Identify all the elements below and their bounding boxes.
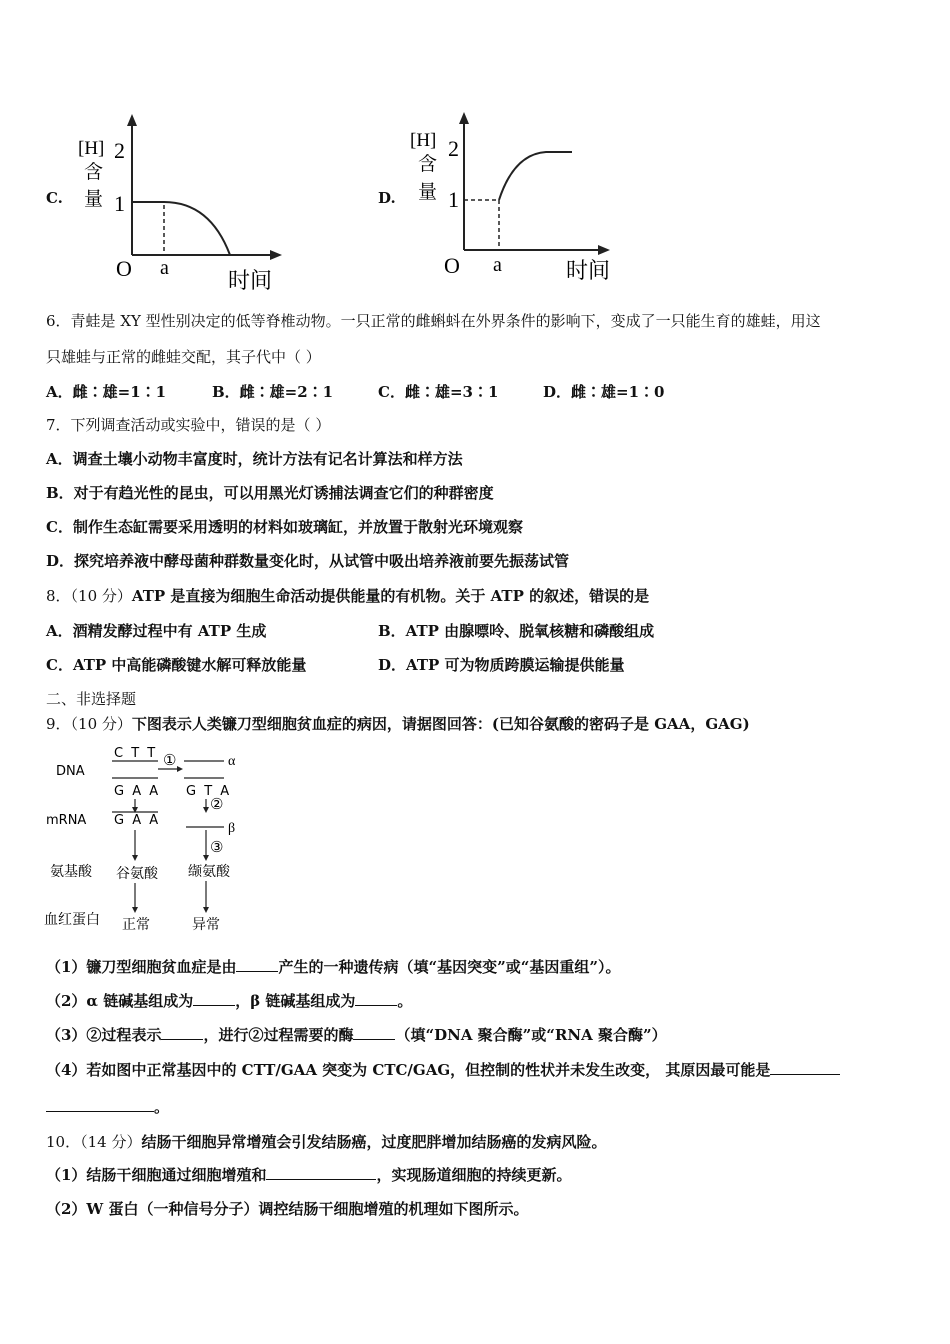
hb-mutant: 异常 bbox=[192, 918, 220, 933]
step3-mark: ③ bbox=[210, 840, 224, 856]
q8-option-c[interactable]: C．ATP 中高能磷酸键水解可释放能量 bbox=[46, 656, 307, 674]
q9-sub4-a: （4）若如图中正常基因中的 CTT/GAA 突变为 CTC/GAG，但控制的性状并未发生改变， 其原因最可能是 bbox=[46, 1061, 771, 1079]
q6-stem-line1 bbox=[46, 311, 821, 331]
graph-d-ylabel-2: 含 bbox=[418, 154, 438, 175]
row-label-hemoglobin: 血红蛋白 bbox=[44, 913, 100, 928]
dna-top-strand: C T T bbox=[114, 746, 158, 761]
graph-d-ytick-2: 2 bbox=[448, 136, 459, 161]
normal-hb-arrowhead bbox=[132, 907, 138, 913]
hb-normal: 正常 bbox=[122, 918, 150, 933]
q10-sub1 bbox=[46, 1165, 571, 1185]
q6-option-b[interactable]: B．雌∶雄=2∶1 bbox=[212, 383, 334, 401]
q9-sub4-cont bbox=[46, 1097, 169, 1117]
q8-number: 8． bbox=[46, 587, 71, 605]
graph-d bbox=[404, 110, 624, 295]
section-title: 二、非选择题 bbox=[46, 690, 137, 708]
graph-c-ylabel-2: 含 bbox=[84, 162, 104, 183]
dna-bottom-strand: G A A bbox=[114, 784, 161, 799]
q6-stem-1: 青蛙是 XY 型性别决定的低等脊椎动物。一只正常的雌蝌蚪在外界条件的影响下，变成了一只能生育的雄蛙，用这 bbox=[70, 312, 821, 330]
row-label-dna: DNA bbox=[56, 764, 85, 779]
graph-d-origin: O bbox=[444, 253, 460, 278]
q9-sub3-b: ，进行②过程需要的酶 bbox=[203, 1026, 354, 1044]
q9-sub3-a: （3）②过程表示 bbox=[46, 1026, 162, 1044]
q8-option-a[interactable]: A．酒精发酵过程中有 ATP 生成 bbox=[46, 622, 267, 640]
graph-d-xmark: a bbox=[493, 254, 502, 276]
q9-sub4-b: 。 bbox=[154, 1098, 170, 1116]
normal-translation-arrowhead bbox=[132, 855, 138, 861]
q7-stem-line bbox=[46, 415, 330, 435]
step2-arrowhead bbox=[203, 807, 209, 813]
q9-sub4-blank-1[interactable] bbox=[770, 1060, 840, 1075]
graph-c-curve bbox=[132, 202, 230, 255]
q7-stem: 下列调查活动或实验中，错误的是（ ） bbox=[70, 416, 331, 434]
q7-option-d[interactable]: D．探究培养液中酵母菌种群数量变化时，从试管中吸出培养液前要先振荡试管 bbox=[46, 552, 570, 570]
q9-stem: 下图表示人类镰刀型细胞贫血症的病因，请据图回答：(已知谷氨酸的密码子是 GAA，GAG) bbox=[131, 715, 750, 733]
step3-arrowhead bbox=[203, 855, 209, 861]
q6-option-a[interactable]: A．雌∶雄=1∶1 bbox=[46, 383, 167, 401]
q8-option-b[interactable]: B．ATP 由腺嘌呤、脱氧核糖和磷酸组成 bbox=[378, 622, 655, 640]
q10-stem: 结肠干细胞异常增殖会引发结肠癌，过度肥胖增加结肠癌的发病风险。 bbox=[141, 1133, 607, 1151]
q9-sub1-blank[interactable] bbox=[236, 957, 278, 972]
q10-sub1-blank[interactable] bbox=[266, 1165, 376, 1180]
option-c-label: C. bbox=[46, 189, 63, 207]
q6-number: 6． bbox=[46, 312, 71, 330]
q9-sub3-blank-enzyme[interactable] bbox=[353, 1025, 395, 1040]
q9-score: （10 分） bbox=[70, 715, 132, 733]
graph-d-ylabel-1: [H] bbox=[410, 130, 437, 151]
step2-mark: ② bbox=[210, 797, 224, 813]
q9-sub2 bbox=[46, 991, 412, 1011]
graph-d-curve bbox=[499, 152, 572, 200]
q6-option-c[interactable]: C．雌∶雄=3∶1 bbox=[378, 383, 499, 401]
q10-sub1-b: ，实现肠道细胞的持续更新。 bbox=[376, 1166, 572, 1184]
q7-number: 7． bbox=[46, 416, 71, 434]
q10-sub2: （2）W 蛋白（一种信号分子）调控结肠干细胞增殖的机理如下图所示。 bbox=[46, 1200, 529, 1218]
q10-stem-line bbox=[46, 1132, 606, 1152]
graph-c-ylabel-1: [H] bbox=[78, 138, 105, 159]
graph-c-ylabel-3: 量 bbox=[84, 189, 104, 210]
graph-c-xlabel: 时间 bbox=[228, 268, 273, 293]
q9-sub3-blank-process[interactable] bbox=[161, 1025, 203, 1040]
q9-sub3-c: （填“DNA 聚合酶”或“RNA 聚合酶”） bbox=[395, 1026, 667, 1044]
graph-c-origin: O bbox=[116, 256, 132, 281]
q8-stem-line bbox=[46, 586, 649, 606]
aa-normal: 谷氨酸 bbox=[116, 867, 158, 882]
step1-arrowhead bbox=[177, 766, 183, 772]
q7-option-a[interactable]: A．调查土壤小动物丰富度时，统计方法有记名计算法和样方法 bbox=[46, 450, 463, 468]
q8-option-d[interactable]: D．ATP 可为物质跨膜运输提供能量 bbox=[378, 656, 625, 674]
q9-sub4 bbox=[46, 1060, 840, 1080]
q9-sub4-blank-2[interactable] bbox=[46, 1097, 154, 1112]
graph-c-ytick-2: 2 bbox=[114, 138, 125, 163]
q9-sub2-blank-alpha[interactable] bbox=[193, 991, 235, 1006]
q9-sub2-blank-beta[interactable] bbox=[355, 991, 397, 1006]
q6-stem-2: 只雄蛙与正常的雌蛙交配，其子代中（ ） bbox=[46, 348, 321, 366]
q9-number: 9． bbox=[46, 715, 71, 733]
mutant-hb-arrowhead bbox=[203, 907, 209, 913]
q9-sub2-a: （2）α 链碱基组成为 bbox=[46, 992, 194, 1010]
q7-option-b[interactable]: B．对于有趋光性的昆虫，可以用黑光灯诱捕法调查它们的种群密度 bbox=[46, 484, 494, 502]
graph-c-xmark: a bbox=[160, 257, 169, 279]
q9-sub2-c: 。 bbox=[397, 992, 413, 1010]
mut-bottom-strand: G T A bbox=[186, 784, 232, 799]
q8-stem: ATP 是直接为细胞生命活动提供能量的有机物。关于 ATP 的叙述，错误的是 bbox=[131, 587, 650, 605]
q10-number: 10． bbox=[46, 1133, 81, 1151]
q10-score: （14 分） bbox=[80, 1133, 142, 1151]
q9-sub1-b: 产生的一种遗传病（填“基因突变”或“基因重组”）。 bbox=[278, 958, 621, 976]
graph-d-xlabel: 时间 bbox=[566, 258, 611, 283]
q9-sub1-a: （1）镰刀型细胞贫血症是由 bbox=[46, 958, 237, 976]
q10-sub1-a: （1）结肠干细胞通过细胞增殖和 bbox=[46, 1166, 267, 1184]
q6-option-d[interactable]: D．雌∶雄=1∶0 bbox=[543, 383, 665, 401]
q9-sub3 bbox=[46, 1025, 667, 1045]
q9-sub1 bbox=[46, 957, 620, 977]
graph-c-ytick-1: 1 bbox=[114, 191, 125, 216]
alpha-label: α bbox=[228, 754, 236, 769]
q9-sub2-b: ，β 链碱基组成为 bbox=[235, 992, 356, 1010]
q7-option-c[interactable]: C．制作生态缸需要采用透明的材料如玻璃缸，并放置于散射光环境观察 bbox=[46, 518, 523, 536]
row-label-mrna: mRNA bbox=[46, 813, 87, 828]
step1-mark: ① bbox=[163, 753, 177, 769]
mrna-normal: G A A bbox=[114, 813, 161, 828]
option-d-label: D. bbox=[378, 189, 396, 207]
graph-c bbox=[70, 110, 290, 295]
row-label-amino-acid: 氨基酸 bbox=[50, 865, 92, 880]
graph-d-y-arrow bbox=[459, 112, 469, 124]
graph-c-y-arrow bbox=[127, 114, 137, 126]
q9-stem-line bbox=[46, 714, 750, 734]
graph-d-ytick-1: 1 bbox=[448, 187, 459, 212]
aa-mutant: 缬氨酸 bbox=[188, 865, 230, 880]
sickle-cell-diagram bbox=[40, 742, 260, 937]
graph-d-x-arrow bbox=[598, 245, 610, 255]
q8-score: （10 分） bbox=[70, 587, 132, 605]
beta-label: β bbox=[228, 821, 236, 836]
graph-d-ylabel-3: 量 bbox=[418, 182, 438, 203]
graph-c-x-arrow bbox=[270, 250, 282, 260]
